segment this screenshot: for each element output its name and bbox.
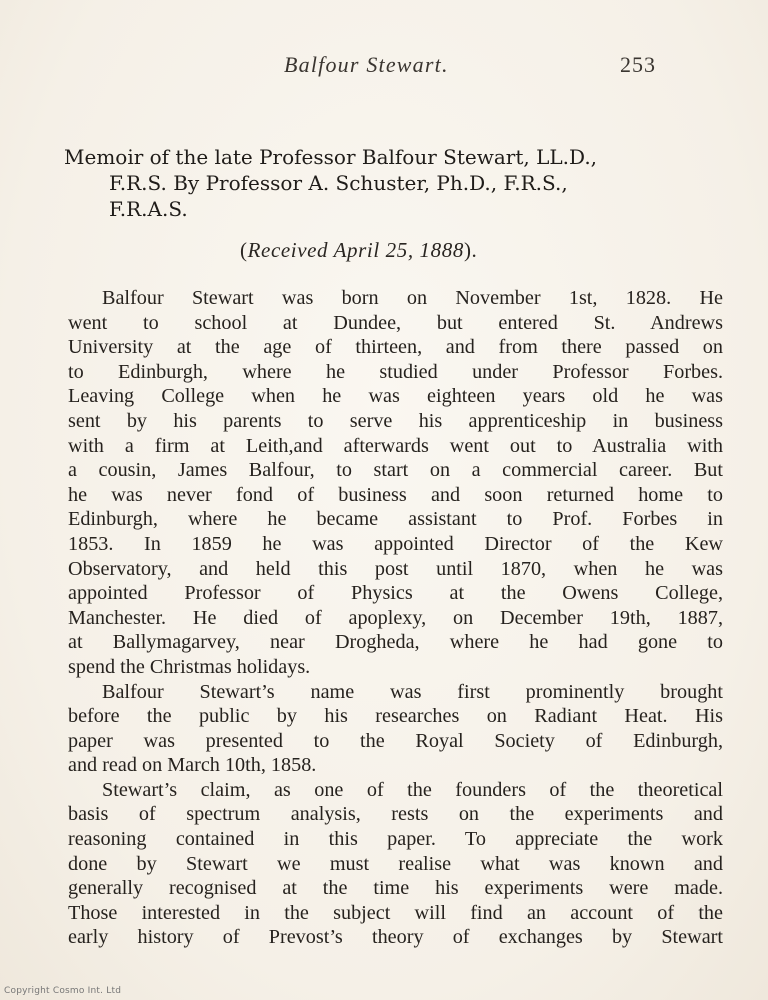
received-date <box>240 238 477 263</box>
memoir-body <box>68 286 723 950</box>
text-line: to Edinburgh, where he studied under Professor Forbes. <box>68 360 723 383</box>
copyright-notice: Copyright Cosmo Int. Ltd <box>4 986 122 996</box>
text-line: generally recognised at the time his experiments were made. <box>68 877 723 900</box>
text-line: Observatory, and held this post until 1870, when he was <box>68 557 723 580</box>
page-number: 253 <box>620 52 656 77</box>
text-line: sent by his parents to serve his apprenticeship in business <box>68 409 723 432</box>
text-line: 1853. In 1859 he was appointed Director of the Kew <box>68 532 723 555</box>
text-line: with a firm at Leith,and afterwards went out to Australia with <box>68 434 723 457</box>
text-line: Manchester. He died of apoplexy, on December 19th, 1887, <box>68 606 723 629</box>
text-line: spend the Christmas holidays. <box>68 655 311 678</box>
text-line: went to school at Dundee, but entered St. Andrews <box>68 311 723 334</box>
text-line: Balfour Stewart was born on November 1st, 1828. He <box>102 287 723 309</box>
paragraph-spectrum-analysis <box>68 778 723 950</box>
text-line: before the public by his researches on Radiant Heat. His <box>68 705 723 728</box>
paragraph-birth-career <box>68 286 723 680</box>
text-line: done by Stewart we must realise what was known and <box>68 852 723 875</box>
text-line: University at the age of thirteen, and from there passed on <box>68 336 723 359</box>
received-open: ( <box>240 238 248 262</box>
text-line: Those interested in the subject will find an account of the <box>68 901 723 924</box>
text-line: Balfour Stewart’s name was first prominently brought <box>102 680 723 703</box>
text-line: Edinburgh, where he became assistant to Prof. Forbes in <box>68 508 723 531</box>
title-line: F.R.S. By Professor A. Schuster, Ph.D., F.R.S., <box>109 171 568 195</box>
text-line: paper was presented to the Royal Society of Edinburgh, <box>68 729 723 752</box>
text-line: at Ballymagarvey, near Drogheda, where he had gone to <box>68 631 723 654</box>
received-close: ). <box>463 238 478 262</box>
text-line: appointed Professor of Physics at the Owens College, <box>68 582 723 605</box>
paragraph-radiant-heat <box>68 680 723 778</box>
running-head: Balfour Stewart. <box>284 52 449 77</box>
title-line: F.R.A.S. <box>109 197 188 221</box>
received-text: Received April 25, 1888 <box>247 238 464 262</box>
text-line: reasoning contained in this paper. To appreciate the work <box>68 828 723 851</box>
text-line: and read on March 10th, 1858. <box>68 754 317 777</box>
text-line: a cousin, James Balfour, to start on a commercial career. But <box>68 459 723 482</box>
memoir-title <box>64 144 734 222</box>
title-line: Memoir of the late Professor Balfour Stewart, LL.D., <box>64 145 598 169</box>
text-line: early history of Prevost’s theory of exchanges by Stewart <box>68 926 723 949</box>
text-line: Leaving College when he was eighteen years old he was <box>68 385 723 408</box>
text-line: Stewart’s claim, as one of the founders of the theoretical <box>102 778 723 801</box>
text-line: basis of spectrum analysis, rests on the experiments and <box>68 803 723 826</box>
text-line: he was never fond of business and soon returned home to <box>68 483 723 506</box>
